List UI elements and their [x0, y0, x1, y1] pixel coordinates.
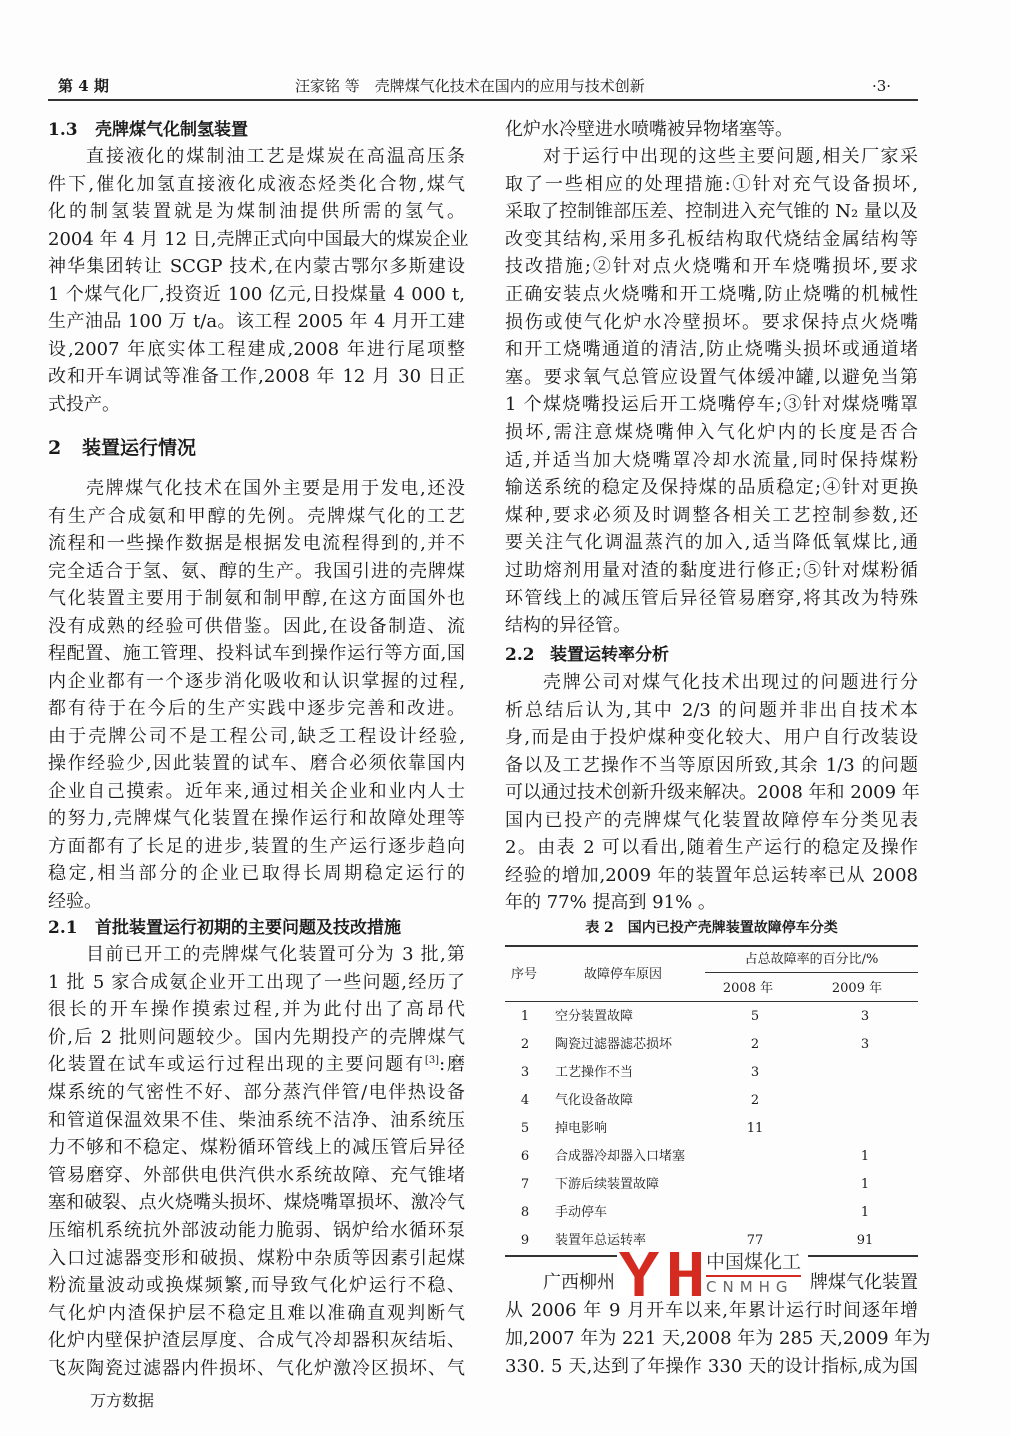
paragraph-line: 没有成熟的经验可供借鉴。因此,在设备制造、流	[48, 615, 465, 637]
cell-2008: 5	[750, 1009, 760, 1024]
running-title: 汪家铭 等 壳牌煤气化技术在国内的应用与技术创新	[295, 77, 645, 95]
paragraph-line: 和管道保温效果不佳、柴油系统不洁净、油系统压	[48, 1109, 465, 1131]
paragraph-line: 直接液化的煤制油工艺是煤炭在高温高压条	[86, 146, 465, 167]
cell-2009: 3	[860, 1009, 870, 1024]
section-number: 1.3	[48, 120, 78, 140]
paragraph-line: 程配置、施工管理、投料试车到操作运行等方面,国	[48, 643, 465, 664]
watermark-logo	[619, 1252, 701, 1296]
paragraph-line: 环管线上的减压管后异径管易磨穿,将其改为特殊	[505, 587, 918, 609]
paragraph-line: 化装置在试车或运行过程出现的主要问题有[3]:磨	[48, 1054, 465, 1076]
paragraph-line: 可以通过技术创新升级来解决。2008 年和 2009 年	[505, 782, 920, 803]
paragraph-line: 目前已开工的壳牌煤气化装置可分为 3 批,第	[86, 944, 465, 965]
paragraph-line: 由于壳牌公司不是工程公司,缺乏工程设计经验,	[48, 725, 465, 747]
paragraph-line: 煤系统的气密性不好、部分蒸汽伴管/电伴热设备	[48, 1082, 465, 1103]
paragraph-line: 壳牌煤气化技术在国外主要是用于发电,还没	[86, 478, 465, 499]
paragraph-line: 2004 年 4 月 12 日,壳牌正式向中国最大的煤炭企业	[48, 228, 469, 250]
watermark-name-en: CNMHG	[706, 1278, 794, 1296]
paragraph-line: 化炉内壁保护渣层厚度、合成气冷却器积灰结垢、	[48, 1330, 465, 1352]
cell-2009: 1	[860, 1177, 870, 1192]
paragraph-line: 损伤或使气化炉水冷壁损坏。要求保持点火烧嘴	[505, 311, 918, 333]
table-top-rule	[505, 945, 918, 947]
paragraph-line: 都有待于在今后的生产实践中逐步完善和改进。	[48, 698, 465, 719]
paragraph-line: 备以及工艺操作不当等原因所致,其余 1/3 的问题	[505, 754, 918, 776]
section-number: 2.1	[48, 918, 78, 938]
cell-reason: 空分装置故障	[555, 1009, 634, 1024]
cell-reason: 装置年总运转率	[555, 1233, 647, 1248]
paragraph-line: 1 个煤烧嘴投运后开工烧嘴停车;③针对煤烧嘴罩	[505, 394, 918, 416]
paragraph-line: 正确安装点火烧嘴和开工烧嘴,防止烧嘴的机械性	[505, 284, 918, 305]
paragraph-line: 对于运行中出现的这些主要问题,相关厂家采	[543, 146, 918, 167]
paragraph-line: 气化炉内渣保护层不稳定且难以准确直观判断气	[48, 1302, 465, 1324]
paragraph-line: 1 个煤气化厂,投资近 100 亿元,日投煤量 4 000 t,	[48, 283, 465, 305]
paragraph-line: 2。由表 2 可以看出,随着生产运行的稳定及操作	[505, 837, 918, 858]
cell-index: 6	[520, 1149, 530, 1164]
paragraph-line: 企业自己摸索。近年来,通过相关企业和业内人士	[48, 780, 465, 802]
table-header-2008: 2008 年	[722, 981, 774, 996]
paragraph-line: 330. 5 天,达到了年操作 330 天的设计指标,成为国	[505, 1356, 918, 1377]
cell-2008: 11	[746, 1121, 764, 1136]
section-number: 2.2	[505, 645, 535, 665]
cell-reason: 手动停车	[555, 1205, 608, 1220]
cell-reason: 陶瓷过滤器滤芯损坏	[555, 1037, 673, 1052]
cell-2008: 2	[750, 1037, 760, 1052]
table-bottom-rule	[808, 1255, 918, 1257]
paragraph-line: 塞。要求氧气总管应设置气体缓冲罐,以避免当第	[505, 366, 918, 388]
paragraph-line: 加,2007 年为 221 天,2008 年为 285 天,2009 年为	[505, 1328, 931, 1349]
footer-source: 万方数据	[90, 1391, 155, 1410]
section-title: 装置运行情况	[82, 437, 197, 459]
paragraph-line: 过助熔剂用量对渣的黏度进行修正;⑤针对煤粉循	[505, 560, 918, 581]
paragraph-line: 塞和破裂、点火烧嘴头损坏、煤烧嘴罩损坏、激冷气	[48, 1192, 465, 1214]
cell-reason: 掉电影响	[555, 1121, 608, 1136]
cell-reason: 气化设备故障	[555, 1093, 634, 1108]
paragraph-line: 析总结后认为,其中 2/3 的问题并非出自技术本	[505, 699, 918, 721]
cell-index: 8	[520, 1205, 530, 1220]
cell-index: 2	[520, 1037, 530, 1052]
paragraph-line: 要关注气化调温蒸汽的加入,适当降低氧煤比,通	[505, 532, 918, 554]
cell-reason: 工艺操作不当	[555, 1065, 634, 1080]
table-header-index: 序号	[511, 967, 538, 982]
cell-reason: 下游后续装置故障	[555, 1177, 660, 1192]
paragraph-line: 方面都有了长足的进步,装置的生产运行逐步趋向	[48, 835, 465, 857]
watermark-divider	[706, 1275, 801, 1277]
cell-index: 5	[520, 1121, 530, 1136]
cell-2009: 1	[860, 1205, 870, 1220]
paragraph-line: 稳定,相当部分的企业已取得长周期稳定运行的	[48, 863, 465, 884]
paragraph-line: 年的 77% 提高到 91% 。	[505, 892, 716, 913]
paragraph-line: 件下,催化加氢直接液化成液态烃类化合物,煤气	[48, 173, 465, 195]
cell-index: 4	[520, 1093, 530, 1108]
cell-2009: 3	[860, 1037, 870, 1052]
paragraph-line: 神华集团转让 SCGP 技术,在内蒙古鄂尔多斯建设	[48, 256, 465, 277]
paragraph-line: 有生产合成氨和甲醇的先例。壳牌煤气化的工艺	[48, 505, 465, 527]
table-sub-rule	[705, 972, 918, 973]
section-number: 2	[48, 437, 62, 459]
cell-2008: 2	[750, 1093, 760, 1108]
table-caption: 表 2 国内已投产壳牌装置故障停车分类	[585, 920, 838, 936]
paragraph-line: 入口过滤器变形和破损、煤粉中杂质等因素引起煤	[48, 1247, 465, 1269]
paragraph-line: 损坏,需注意煤烧嘴伸入气化炉内的长度是否合	[505, 422, 918, 443]
paragraph-line: 牌煤气化装置	[810, 1272, 918, 1293]
paragraph-line: 流程和一些操作数据是根据发电流程得到的,并不	[48, 533, 465, 554]
paragraph-line: 1 批 5 家合成氨企业开工出现了一些问题,经历了	[48, 971, 465, 993]
cell-2008: 77	[746, 1233, 764, 1248]
paragraph-line: 化炉水冷壁进水喷嘴被异物堵塞等。	[505, 119, 793, 140]
header-rule	[48, 99, 918, 101]
paragraph-line: 广西柳州	[543, 1272, 615, 1293]
paragraph-line: 粉流量波动或换煤频繁,而导致气化炉运行不稳、	[48, 1275, 465, 1297]
paragraph-line: 管易磨穿、外部供电供汽供水系统故障、充气锥堵	[48, 1164, 465, 1186]
paragraph-line: 式投产。	[48, 393, 120, 415]
cell-reason: 合成器冷却器入口堵塞	[555, 1149, 686, 1164]
table-header-rule	[505, 1001, 918, 1002]
cell-index: 3	[520, 1065, 530, 1080]
paragraph-line: 很长的开车操作摸索过程,并为此付出了高昂代	[48, 999, 465, 1021]
paragraph-line: 经验。	[48, 890, 102, 912]
table-header-reason: 故障停车原因	[584, 967, 663, 982]
paragraph-line: 价,后 2 批则问题较少。国内先期投产的壳牌煤气	[48, 1026, 465, 1048]
paragraph-line: 国内已投产的壳牌煤气化装置故障停车分类见表	[505, 809, 918, 831]
paragraph-line: 改变其结构,采用多孔板结构取代烧结金属结构等	[505, 228, 918, 250]
paragraph-line: 气化装置主要用于制氨和制甲醇,在这方面国外也	[48, 588, 465, 609]
section-title: 首批装置运行初期的主要问题及技改措施	[95, 918, 401, 938]
paragraph-line: 壳牌公司对煤气化技术出现过的问题进行分	[543, 672, 918, 693]
paragraph-line: 采取了控制锥部压差、控制进入充气锥的 N₂ 量以及	[505, 201, 918, 223]
table-header-2009: 2009 年	[831, 981, 883, 996]
paragraph-line: 取了一些相应的处理措施:①针对充气设备损坏,	[505, 173, 918, 195]
paragraph-line: 煤种,要求必须及时调整各相关工艺控制参数,还	[505, 504, 918, 526]
paragraph-line: 经验的增加,2009 年的装置年总运转率已从 2008	[505, 864, 918, 886]
table-header-group: 占总故障率的百分比/%	[744, 952, 879, 967]
paragraph-line: 结构的异径管。	[505, 615, 631, 637]
paragraph-line: 从 2006 年 9 月开车以来,年累计运行时间逐年增	[505, 1300, 918, 1321]
paragraph-line: 身,而是由于投炉煤种变化较大、用户自行改装设	[505, 727, 918, 748]
watermark-name-cn: 中国煤化工	[706, 1251, 802, 1273]
cell-index: 7	[520, 1177, 530, 1192]
paragraph-line: 完全适合于氢、氨、醇的生产。我国引进的壳牌煤	[48, 560, 465, 582]
table-bottom-rule	[505, 1255, 617, 1257]
paragraph-line: 力不够和不稳定、煤粉循环管线上的减压管后异径	[48, 1137, 465, 1159]
cell-2009: 1	[860, 1149, 870, 1164]
paragraph-line: 化的制氢装置就是为煤制油提供所需的氢气。	[48, 201, 465, 222]
paragraph-line: 飞灰陶瓷过滤器内件损坏、气化炉激冷区损坏、气	[48, 1358, 465, 1379]
paragraph-line: 内企业都有一个逐步消化吸收和认识掌握的过程,	[48, 670, 465, 692]
paragraph-line: 和开工烧嘴通道的清洁,防止烧嘴头损坏或通道堵	[505, 339, 918, 361]
paragraph-line: 设,2007 年底实体工程建成,2008 年进行尾项整	[48, 338, 465, 360]
citation-ref: [3]	[424, 1055, 440, 1067]
paragraph-line: 改和开车调试等准备工作,2008 年 12 月 30 日正	[48, 366, 465, 387]
paragraph-line: 压缩机系统抗外部波动能力脆弱、锅炉给水循环泵	[48, 1220, 465, 1241]
paragraph-line: 技改措施;②针对点火烧嘴和开车烧嘴损坏,要求	[505, 256, 918, 278]
cell-2008: 3	[750, 1065, 760, 1080]
paragraph-line: 输送系统的稳定及保持煤的品质稳定;④针对更换	[505, 477, 918, 499]
paragraph-line: 操作经验少,因此装置的试车、磨合必须依靠国内	[48, 753, 465, 774]
section-title: 壳牌煤气化制氢装置	[95, 120, 248, 140]
cell-index: 9	[520, 1233, 530, 1248]
cell-2009: 91	[856, 1233, 874, 1248]
issue-number: 第 4 期	[58, 77, 109, 95]
page-number: ·3·	[872, 77, 892, 95]
section-title: 装置运转率分析	[550, 645, 669, 665]
paragraph-line: 的努力,壳牌煤气化装置在操作运行和故障处理等	[48, 808, 465, 829]
paragraph-line: 适,并适当加大烧嘴罩冷却水流量,同时保持煤粉	[505, 449, 918, 471]
cell-index: 1	[520, 1009, 530, 1024]
paragraph-line: 生产油品 100 万 t/a。该工程 2005 年 4 月开工建	[48, 311, 465, 332]
